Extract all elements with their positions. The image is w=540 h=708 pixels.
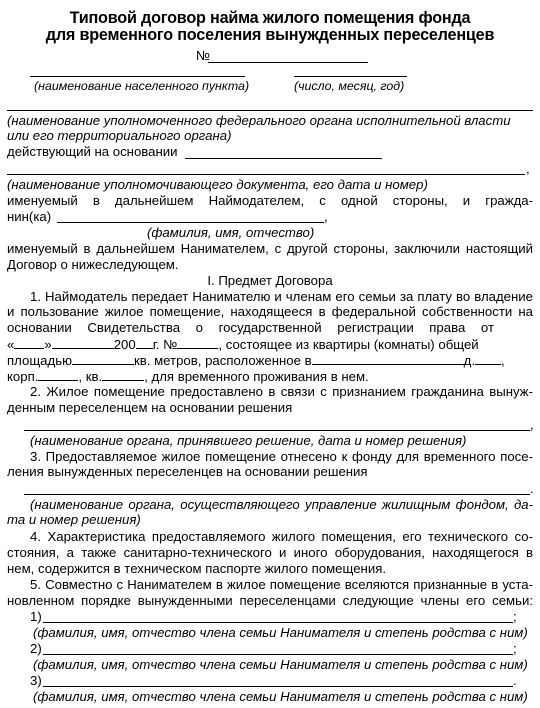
number-prefix: № — [196, 48, 211, 63]
document-title — [0, 10, 540, 44]
p4-line-3: нем, содержится в техническом паспорте жилого помещения. — [7, 561, 386, 576]
authority-caption-2: или его территориального органа) — [7, 128, 232, 143]
p2-line-2: денным переселенцем на основании решения — [7, 400, 293, 415]
p2-caption: (наименование органа, принявшего решение, дата и номер решения) — [30, 433, 467, 448]
p4-line-2: стояния, а также санитарно-технического и иного оборудования, находящегося в — [7, 545, 533, 560]
apartment-field[interactable] — [102, 368, 144, 381]
member-3-field[interactable] — [43, 686, 513, 687]
p5-line-2: новленном порядке вынужденными переселенцами следующие члены его семьи: — [7, 593, 533, 608]
p2-line-1: 2. Жилое помещение предоставлено в связи с признанием гражданина вынуж- — [30, 384, 533, 399]
landlord-line-2: нин(ка) — [7, 209, 52, 224]
p4-line-1: 4. Характеристика предоставляемого жилого помещения, его технического со- — [30, 529, 533, 544]
p3-line-2: ления вынужденных переселенцев на основании решения — [7, 464, 368, 479]
address-field[interactable] — [312, 352, 464, 365]
date-field[interactable] — [294, 76, 407, 77]
contract-page: Типовой договор найма жилого помещения фонда для временного поселения вынужденных переселенцев № (наименование населенного пункта) (число, месяц, год) (наименование уполномоченного федерального органа исполнительной власти или его территориального органа) действующий на основании , (наименование уполномочивающего документа, его дата и номер) именуемый в дальнейшем Наймодателем, с одной стороны, и гражда- нин(ка) , (фамилия, имя, отчество) именуемый в дальнейшем Нанимателем, с другой стороны, заключили настоящий Договор о нижеследующем. I. Предмет Договора 1. Наймодатель передает Нанимателю и членам его семьи за плату во владение и пользование жилое помещение, находящееся в федеральной собственности на основании Свидетельства о государственной регистрации права от « » 200 г. № , состоящее из квартиры (комнаты) общей площадью кв. метров, расположенное в д. , корп. , кв. , для временного проживания в нем. 2. Жилое помещение предоставлено в связи с признанием гражданина вынуж- денным переселенцем на основании решения , (наименование органа, принявшего решение, дата и номер решения) 3. Предоставляемое жилое помещение отнесено к фонду для временного посе- ления вынужденных переселенцев на основании решения . (наименование органа, осуществляющего управление жилищным фондом, да- та и номер решения) 4. Характеристика предоставляемого жилого помещения, его технического со- стояния, а также санитарно-технического и иного оборудования, находящегося в нем, содержится в техническом паспорте жилого помещения. 5. Совместно с Нанимателем в жилое помещение вселяются признанные в уста- новленном порядке вынужденными переселенцами следующие члены его семьи: 1) ; (фамилия, имя, отчество члена семьи Нанимателя и степень родства с ним) 2) ; (фамилия, имя, отчество члена семьи Нанимателя и степень родства с ним) 3) . (фамилия, имя, отчество члена семьи Нанимателя и степень родства с ним) — [0, 0, 540, 708]
comma: , — [526, 161, 530, 176]
p5-line-1: 5. Совместно с Нанимателем в жилое помещение вселяются признанные в уста- — [30, 577, 533, 592]
member-1-number: 1) — [30, 609, 42, 624]
contract-number — [196, 48, 533, 63]
authority-caption-1: (наименование уполномоченного федерального органа исполнительной власти — [7, 113, 511, 128]
p1-line-2: и пользование жилое помещение, находящееся в федеральной собственности на — [7, 304, 533, 319]
citizen-name-field[interactable] — [57, 222, 324, 223]
member-3-caption: (фамилия, имя, отчество члена семьи Нанимателя и степень родства с ним) — [33, 689, 528, 704]
member-2-number: 2) — [30, 641, 42, 656]
p1-line-4: « » 200 г. № , состоящее из квартиры (комнаты) общей — [7, 337, 479, 352]
house-field[interactable] — [475, 352, 501, 365]
acting-basis-field[interactable] — [185, 158, 382, 159]
day-field[interactable] — [14, 336, 44, 349]
p1-line-6: корп. , кв. , для временного проживания в нем. — [7, 369, 369, 384]
p3-caption-2: та и номер решения) — [7, 512, 141, 527]
member-1-field[interactable] — [43, 622, 513, 623]
area-field[interactable] — [72, 352, 134, 365]
p3-line-1: 3. Предоставляемое жилое помещение отнесено к фонду для временного посе- — [30, 449, 533, 464]
p1-line-5: площадью кв. метров, расположенное в д. , — [7, 353, 505, 368]
authority-field[interactable] — [7, 110, 533, 111]
contract-line: Договор о нижеследующем. — [7, 257, 179, 272]
landlord-line-1: именуемый в дальнейшем Наймодателем, с одной стороны, и гражда- — [7, 193, 533, 208]
member-2-field[interactable] — [43, 654, 513, 655]
certificate-number-field[interactable] — [177, 336, 218, 349]
decision-field[interactable] — [24, 430, 530, 431]
authority-document-field[interactable] — [7, 174, 525, 175]
p1-line-1: 1. Наймодатель передает Нанимателю и членам его семьи за плату во владение — [30, 289, 533, 304]
year-field[interactable] — [136, 336, 153, 349]
place-field[interactable] — [30, 76, 245, 77]
member-1-caption: (фамилия, имя, отчество члена семьи Нанимателя и степень родства с ним) — [33, 625, 528, 640]
acting-basis-label: действующий на основании — [7, 144, 178, 159]
date-caption: (число, месяц, год) — [294, 79, 405, 93]
p3-caption-1: (наименование органа, осуществляющего управление жилищным фондом, да- — [30, 497, 533, 512]
section-heading: I. Предмет Договора — [207, 273, 333, 288]
month-field[interactable] — [52, 336, 114, 349]
member-2-caption: (фамилия, имя, отчество члена семьи Нанимателя и степень родства с ним) — [33, 657, 528, 672]
document-caption: (наименование уполномочивающего документа, его дата и номер) — [7, 177, 428, 192]
member-3-number: 3) — [30, 673, 42, 688]
title-line-1: Типовой договор найма жилого помещения фонда — [69, 9, 471, 27]
title-line-2: для временного поселения вынужденных переселенцев — [45, 26, 495, 44]
management-decision-field[interactable] — [24, 494, 530, 495]
p1-line-3: основании Свидетельства о государственной регистрации права от — [7, 320, 494, 335]
place-caption: (наименование населенного пункта) — [34, 79, 250, 93]
building-field[interactable] — [38, 368, 78, 381]
name-caption: (фамилия, имя, отчество) — [147, 225, 315, 240]
contract-number-field[interactable] — [208, 62, 368, 63]
tenant-line: именуемый в дальнейшем Нанимателем, с другой стороны, заключили настоящий — [7, 241, 533, 256]
